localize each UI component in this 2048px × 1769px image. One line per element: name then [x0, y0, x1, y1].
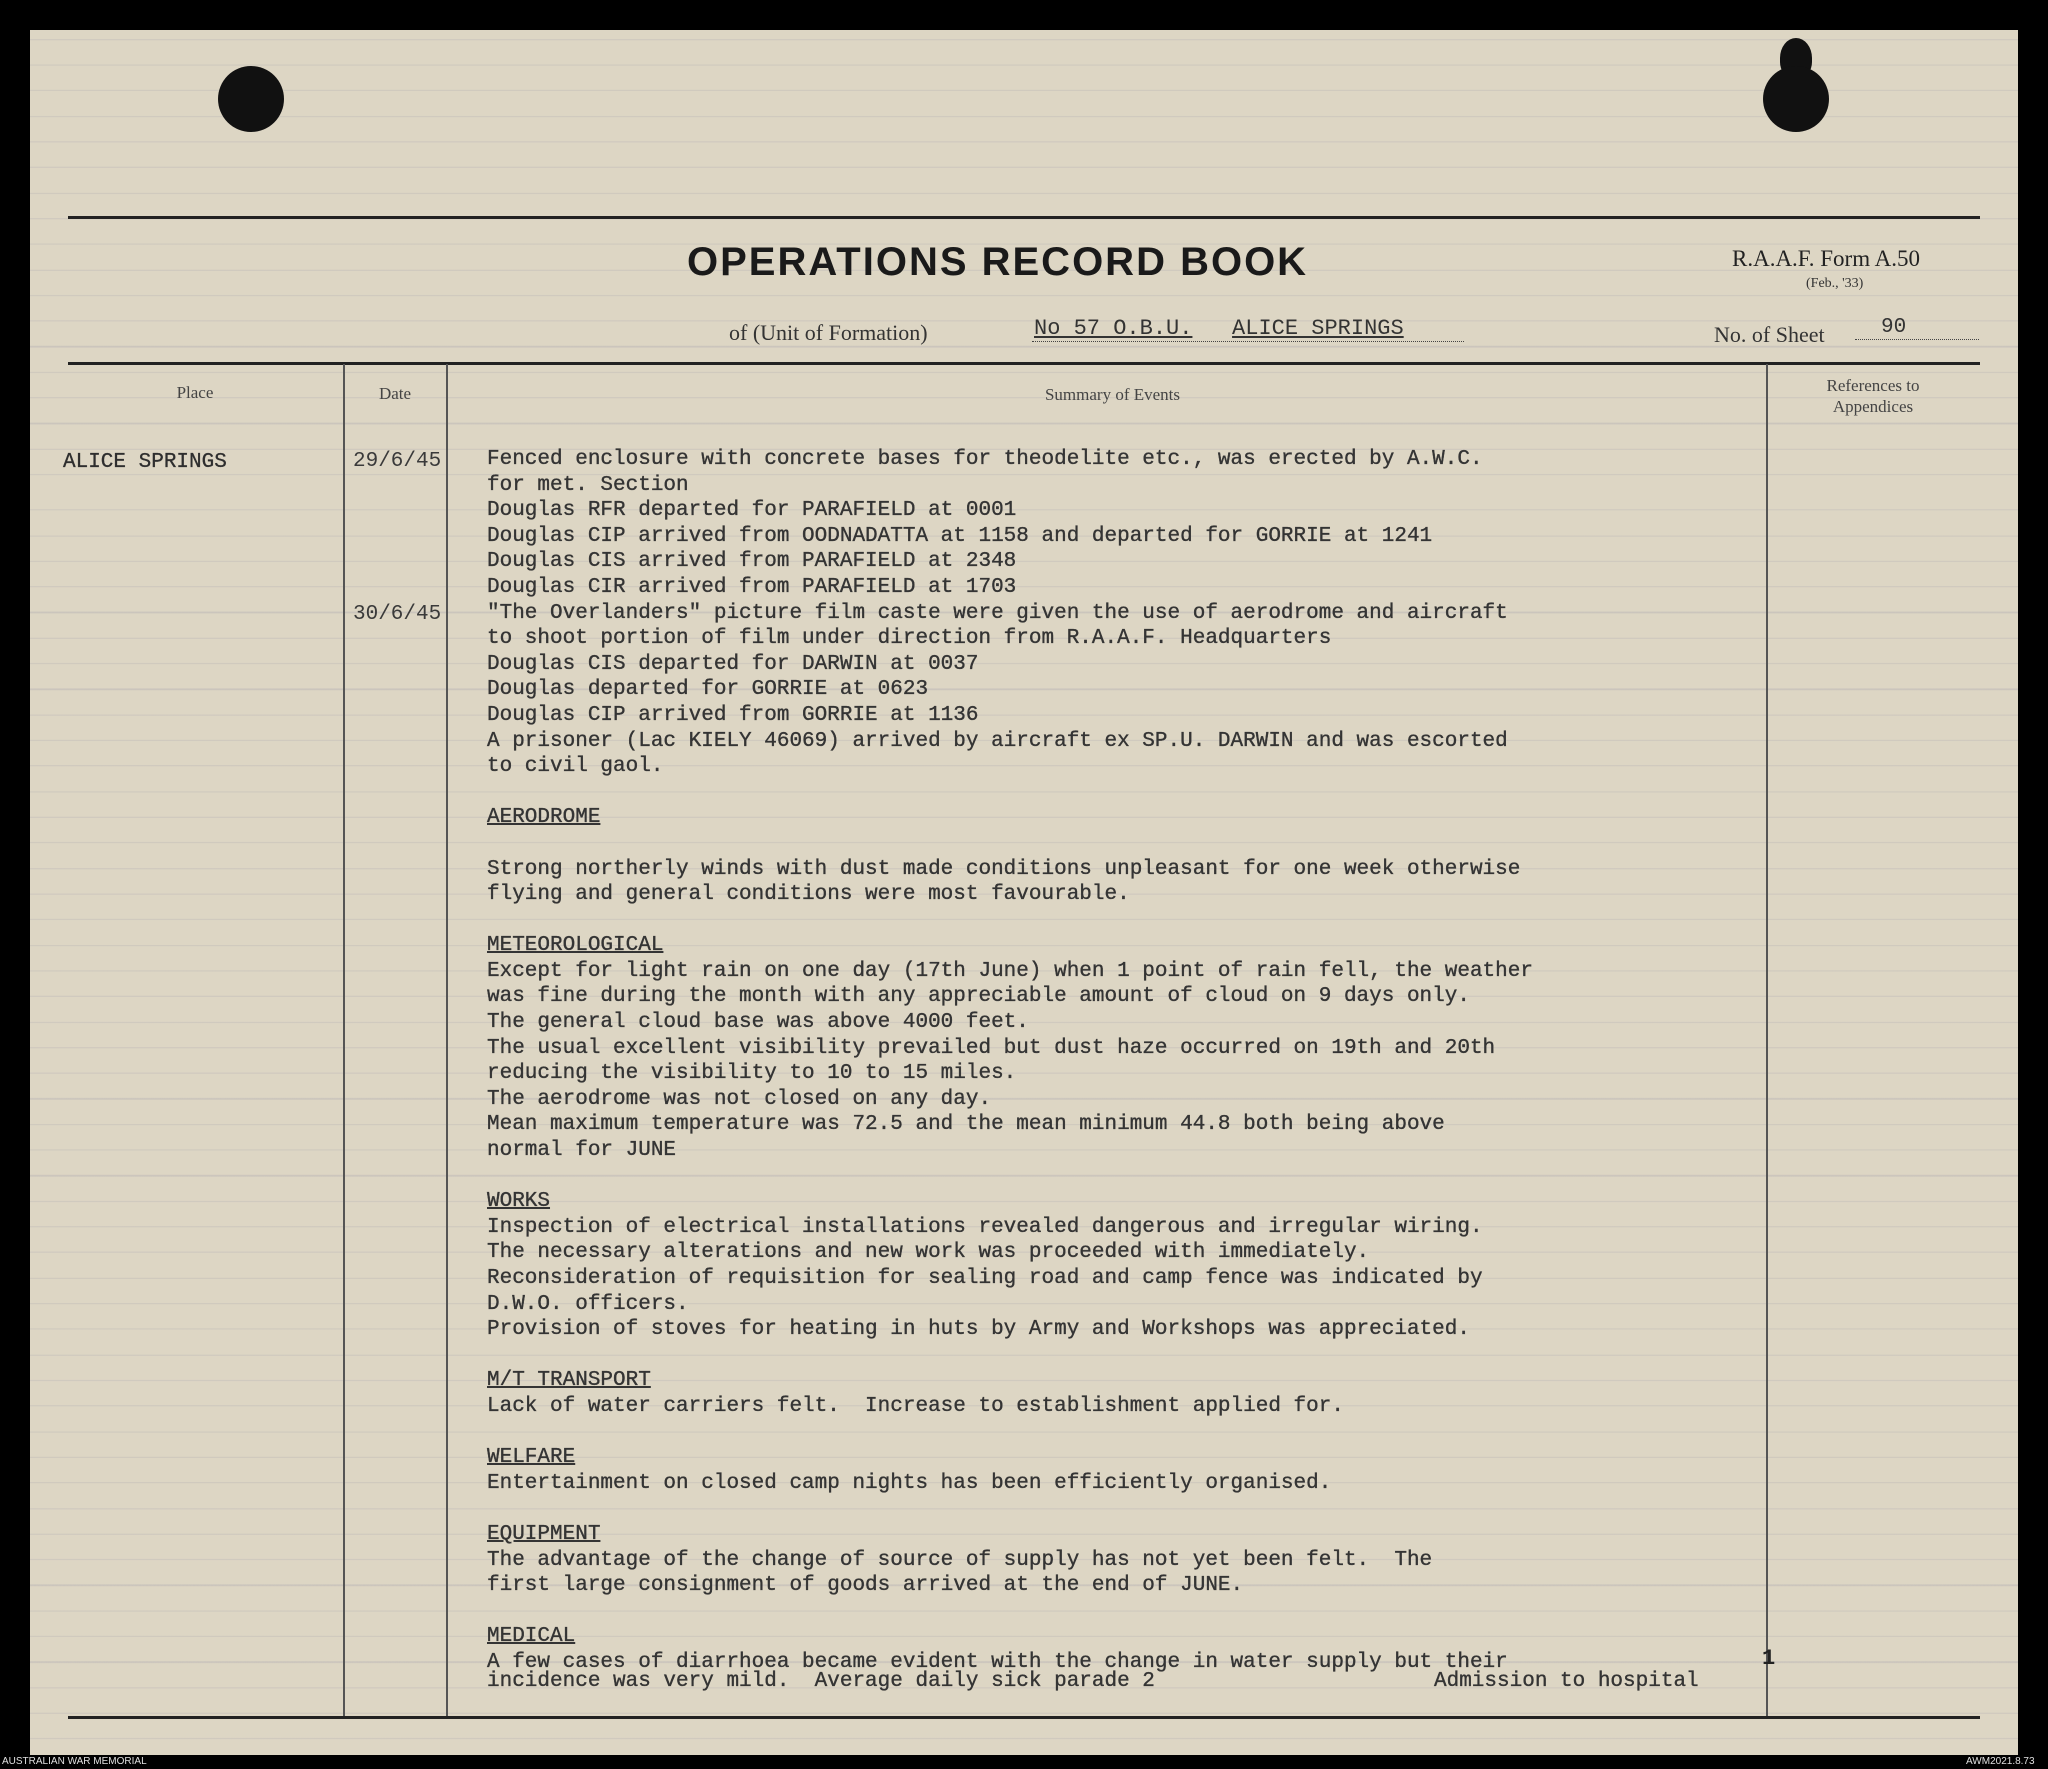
sheet-number: 90 [1855, 316, 1979, 340]
works-line: Reconsideration of requisition for sealing road and camp fence was indicated by [487, 1267, 1483, 1290]
event-line: Douglas departed for GORRIE at 0623 [487, 678, 929, 702]
event-line: A prisoner (Lac KIELY 46069) arrived by aircraft ex SP.U. DARWIN and was escorted [487, 729, 1508, 753]
column-header-place: Place [176, 383, 214, 402]
meteorological-line: The aerodrome was not closed on any day. [487, 1087, 992, 1111]
column-header-summary: Summary of Events [1044, 385, 1181, 404]
event-line: Douglas RFR departed for PARAFIELD at 0001 [487, 499, 1017, 523]
works-line: Inspection of electrical installations revealed dangerous and irregular wiring. [487, 1215, 1483, 1239]
section-heading-welfare: WELFARE [487, 1446, 576, 1470]
event-line: Fenced enclosure with concrete bases for theodelite etc., was erected by A.W.C. [487, 448, 1483, 471]
column-divider-date [446, 364, 448, 1716]
aerodrome-line: flying and general conditions were most favourable. [487, 883, 1130, 907]
event-line: Douglas CIP arrived from GORRIE at 1136 [487, 703, 979, 727]
footer-credit: AUSTRALIAN WAR MEMORIAL [2, 1756, 147, 1767]
form-id: R.A.A.F. Form A.50 [1732, 246, 1920, 271]
event-line: "The Overlanders" picture film caste were given the use of aerodrome and aircraft [487, 601, 1508, 625]
form-date: (Feb., '33) [1806, 276, 1864, 291]
mt-transport-line: Lack of water carriers felt. Increase to establishment applied for. [487, 1394, 1344, 1418]
works-line: D.W.O. officers. [487, 1292, 689, 1316]
meteorological-line: The usual excellent visibility prevailed but dust haze occurred on 19th and 20th [487, 1036, 1496, 1060]
sheet-label: No. of Sheet [1714, 322, 1825, 347]
punch-hole-right [1763, 66, 1829, 132]
medical-line: incidence was very mild. Average daily sick parade 2 [487, 1669, 1155, 1693]
place-cell: ALICE SPRINGS [63, 451, 227, 474]
column-header-date: Date [378, 384, 412, 403]
event-line: Douglas CIS departed for DARWIN at 0037 [487, 652, 979, 676]
event-line: Douglas CIS arrived from PARAFIELD at 2348 [487, 550, 1017, 574]
references-line-1: References to [1826, 376, 1920, 395]
event-line: Douglas CIP arrived from OODNADATTA at 1158 and departed for GORRIE at 1241 [487, 524, 1433, 548]
welfare-line: Entertainment on closed camp nights has been efficiently organised. [487, 1471, 1332, 1495]
works-line: Provision of stoves for heating in huts by Army and Workshops was appreciated. [487, 1318, 1470, 1342]
page-title: OPERATIONS RECORD BOOK [687, 240, 1309, 284]
section-heading-medical: MEDICAL [487, 1625, 576, 1649]
works-line: The necessary alterations and new work was proceeded with immediately. [487, 1241, 1370, 1265]
summary-of-events [487, 447, 1777, 1695]
section-heading-meteorological: METEOROLOGICAL [487, 934, 664, 958]
column-header-references [1768, 375, 1978, 417]
references-line-2: Appendices [1832, 397, 1914, 416]
meteorological-line: Except for light rain on one day (17th June) when 1 point of rain fell, the weather [487, 959, 1533, 983]
unit-name: No 57 O.B.U. [1034, 316, 1193, 341]
unit-label: of (Unit of Formation) [729, 320, 928, 345]
event-line: to civil gaol. [487, 755, 664, 779]
admission-count: 1 [1762, 1646, 1776, 1671]
event-line: to shoot portion of film under direction from R.A.A.F. Headquarters [487, 627, 1332, 651]
bottom-rule [68, 1716, 1980, 1719]
equipment-line: The advantage of the change of source of supply has not yet been felt. The [487, 1548, 1433, 1572]
section-heading-mt-transport: M/T TRANSPORT [487, 1369, 651, 1393]
meteorological-line: Mean maximum temperature was 72.5 and the mean minimum 44.8 both being above [487, 1113, 1445, 1137]
aerodrome-line: Strong northerly winds with dust made conditions unpleasant for one week otherwise [487, 857, 1521, 881]
medical-line-last [487, 1669, 1777, 1695]
section-heading-aerodrome: AERODROME [487, 806, 601, 830]
date-cell-2: 30/6/45 [353, 603, 442, 626]
section-heading-equipment: EQUIPMENT [487, 1522, 601, 1546]
column-divider-place [343, 364, 345, 1716]
event-line: for met. Section [487, 473, 689, 497]
date-cell-1: 29/6/45 [353, 450, 442, 473]
medical-line: A few cases of diarrhoea became evident with the change in water supply but their [487, 1650, 1508, 1674]
equipment-line: first large consignment of goods arrived at the end of JUNE. [487, 1574, 1244, 1598]
unit-location: ALICE SPRINGS [1232, 316, 1404, 341]
event-line: Douglas CIR arrived from PARAFIELD at 1703 [487, 575, 1017, 599]
top-rule [68, 216, 1980, 219]
unit-field [1032, 316, 1464, 342]
punch-hole-left [218, 66, 284, 132]
section-heading-works: WORKS [487, 1190, 551, 1214]
meteorological-line: reducing the visibility to 10 to 15 miles. [487, 1062, 1017, 1086]
meteorological-line: The general cloud base was above 4000 feet. [487, 1011, 1029, 1035]
header-rule [68, 362, 1980, 365]
meteorological-line: normal for JUNE [487, 1139, 677, 1163]
admission-text: Admission to hospital [1434, 1669, 1699, 1693]
footer-reference: AWM2021.8.73 [1966, 1756, 2035, 1767]
meteorological-line: was fine during the month with any appreciable amount of cloud on 9 days only. [487, 985, 1470, 1009]
